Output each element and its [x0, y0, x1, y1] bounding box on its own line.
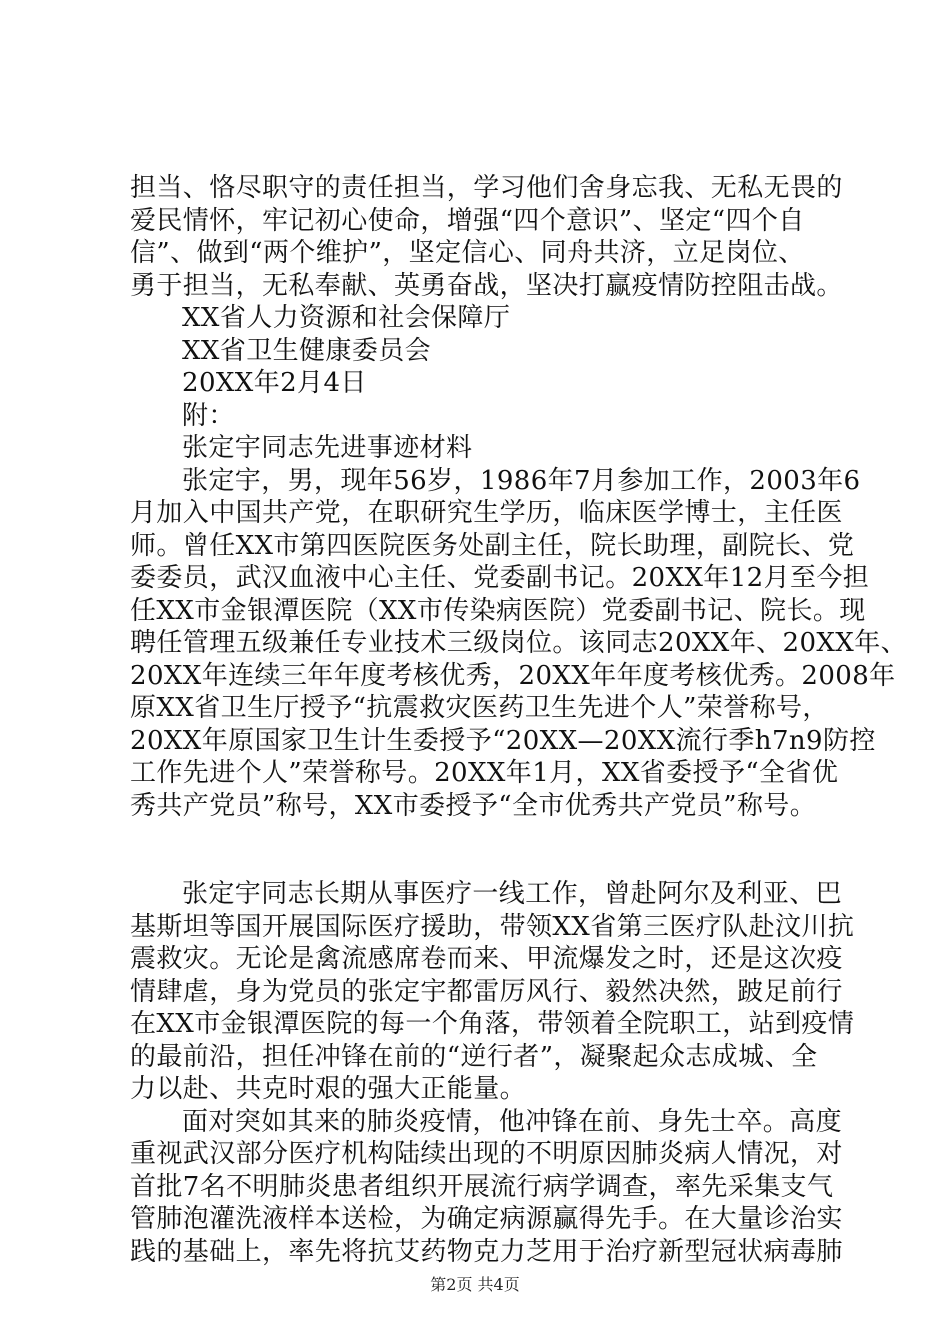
text-line: 委委员，武汉血液中心主任、党委副书记。20XX年12月至今担 [130, 563, 870, 593]
text-line: 张定宇同志长期从事医疗一线工作，曾赴阿尔及利亚、巴 [182, 879, 843, 909]
text-line: 践的基础上，率先将抗艾药物克力芝用于治疗新型冠状病毒肺 [130, 1236, 843, 1267]
paragraph-call-to-action [130, 172, 843, 302]
text-line: 秀共产党员”称号，XX市委授予“全市优秀共产党员”称号。 [130, 790, 817, 821]
text-line: 师。曾任XX市第四医院医务处副主任，院长助理，副院长、党 [130, 530, 855, 561]
issuing-org-1: XX省人力资源和社会保障厅 [182, 303, 511, 333]
text-line: 聘任管理五级兼任专业技术三级岗位。该同志20XX年、20XX年、 [130, 628, 908, 658]
issuing-org-2: XX省卫生健康委员会 [182, 335, 432, 366]
text-line: 基斯坦等国开展国际医疗援助，带领XX省第三医疗队赴汶川抗 [130, 911, 855, 942]
document-body [130, 172, 908, 1268]
text-line: 张定宇，男，现年56岁，1986年7月参加工作，2003年6 [182, 465, 861, 496]
signature-block [130, 302, 830, 400]
page-footer: 第2页 共4页 [430, 1275, 520, 1294]
paragraph-biography [130, 465, 908, 823]
text-line: 任XX市金银潭医院（XX市传染病医院）党委副书记、院长。现 [130, 595, 866, 626]
text-line: 首批7名不明肺炎患者组织开展流行病学调查，率先采集支气 [130, 1171, 834, 1202]
text-line: 力以赴、共克时艰的强大正能量。 [130, 1074, 527, 1104]
text-line: 爱民情怀，牢记初心使命，增强“四个意识”、坚定“四个自 [130, 205, 805, 236]
text-line: 管肺泡灌洗液样本送检，为确定病源赢得先手。在大量诊治实 [130, 1204, 843, 1234]
text-line: 震救灾。无论是禽流感席卷而来、甲流爆发之时，还是这次疫 [130, 944, 843, 974]
text-line: 月加入中国共产党，在职研究生学历，临床医学博士，主任医 [130, 498, 843, 528]
text-line: 工作先进个人”荣誉称号。20XX年1月，XX省委授予“全省优 [130, 758, 839, 788]
text-line: 20XX年连续三年年度考核优秀，20XX年年度考核优秀。2008年 [130, 660, 896, 691]
paragraph-frontline-work [130, 878, 855, 1106]
text-line: 情肆虐，身为党员的张定宇都雷厉风行、毅然决然，跛足前行 [130, 976, 843, 1007]
attachment-block [130, 400, 830, 465]
text-line: 的最前沿，担任冲锋在前的“逆行者”，凝聚起众志成城、全 [130, 1041, 818, 1072]
text-line: 原XX省卫生厅授予“抗震救灾医药卫生先进个人”荣誉称号， [130, 693, 829, 723]
text-line: 重视武汉部分医疗机构陆续出现的不明原因肺炎病人情况，对 [130, 1139, 843, 1169]
text-line: 信”、做到“两个维护”，坚定信心、同舟共济，立足岗位、 [130, 238, 805, 268]
paragraph-epidemic-response [130, 1106, 843, 1269]
text-line: 在XX市金银潭医院的每一个角落，带领着全院职工，站到疫情 [130, 1009, 855, 1039]
issue-date: 20XX年2月4日 [182, 368, 367, 398]
text-line: 勇于担当，无私奉献、英勇奋战，坚决打赢疫情防控阻击战。 [130, 270, 843, 301]
paragraph-spacer [130, 822, 830, 878]
text-line: 担当、恪尽职守的责任担当，学习他们舍身忘我、无私无畏的 [130, 173, 843, 203]
text-line: 20XX年原国家卫生计生委授予“20XX—20XX流行季h7n9防控 [130, 725, 876, 756]
attachment-title: 张定宇同志先进事迹材料 [182, 433, 473, 463]
attachment-label: 附： [182, 400, 235, 431]
text-line: 面对突如其来的肺炎疫情，他冲锋在前、身先士卒。高度 [182, 1106, 843, 1137]
